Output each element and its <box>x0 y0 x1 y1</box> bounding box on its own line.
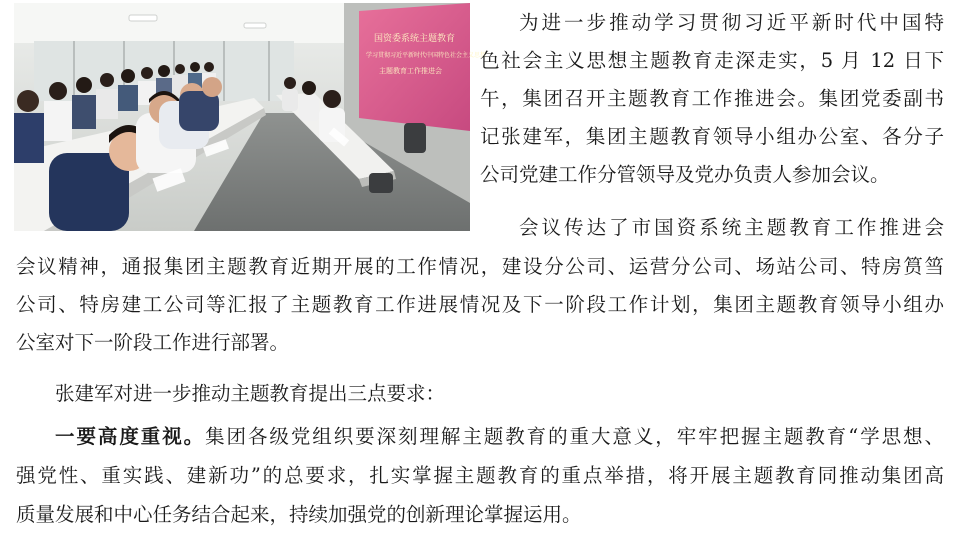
p4-line-2: 强党性、重实践、建新功”的总要求，扎实掌握主题教育的重点举措，将开展主题教育同推动集团高 <box>16 464 944 487</box>
p1-line-2: 色社会主义思想主题教育走深走实，5 月 12 日下 <box>480 49 944 72</box>
p1-line-1: 为进一步推动学习贯彻习近平新时代中国特 <box>519 11 944 34</box>
meeting-photo <box>14 3 487 231</box>
banner-line-3: 主题教育工作推进会 <box>379 67 442 75</box>
p2-line-3: 公司、特房建工公司等汇报了主题教育工作进展情况及下一阶段工作计划，集团主题教育领导小组办 <box>16 293 944 316</box>
p4-line-1-text: 集团各级党组织要深刻理解主题教育的重大意义，牢牢把握主题教育“学思想、 <box>205 425 944 448</box>
p4-lead: 一要高度重视。 <box>55 425 206 448</box>
p1-line-4: 记张建军，集团主题教育领导小组办公室、各分子 <box>480 125 944 148</box>
banner-line-2: 学习贯彻习近平新时代中国特色社会主义思想 <box>366 52 487 59</box>
p4-line-1 <box>16 426 944 448</box>
p4-line-3: 质量发展和中心任务结合起来，持续加强党的创新理论掌握运用。 <box>16 503 582 526</box>
p1-line-5: 公司党建工作分管领导及党办负责人参加会议。 <box>480 163 890 186</box>
p2-line-1: 会议传达了市国资系统主题教育工作推进会 <box>519 216 944 239</box>
p1-line-3: 午，集团召开主题教育工作推进会。集团党委副书 <box>480 87 944 110</box>
p2-line-2: 会议精神，通报集团主题教育近期开展的工作情况，建设分公司、运营分公司、场站公司、特房筼筜 <box>16 255 944 278</box>
p3-line-1: 张建军对进一步推动主题教育提出三点要求： <box>55 382 446 405</box>
p2-line-4: 公室对下一阶段工作进行部署。 <box>16 331 290 354</box>
banner-line-1: 国资委系统主题教育 <box>374 34 456 44</box>
